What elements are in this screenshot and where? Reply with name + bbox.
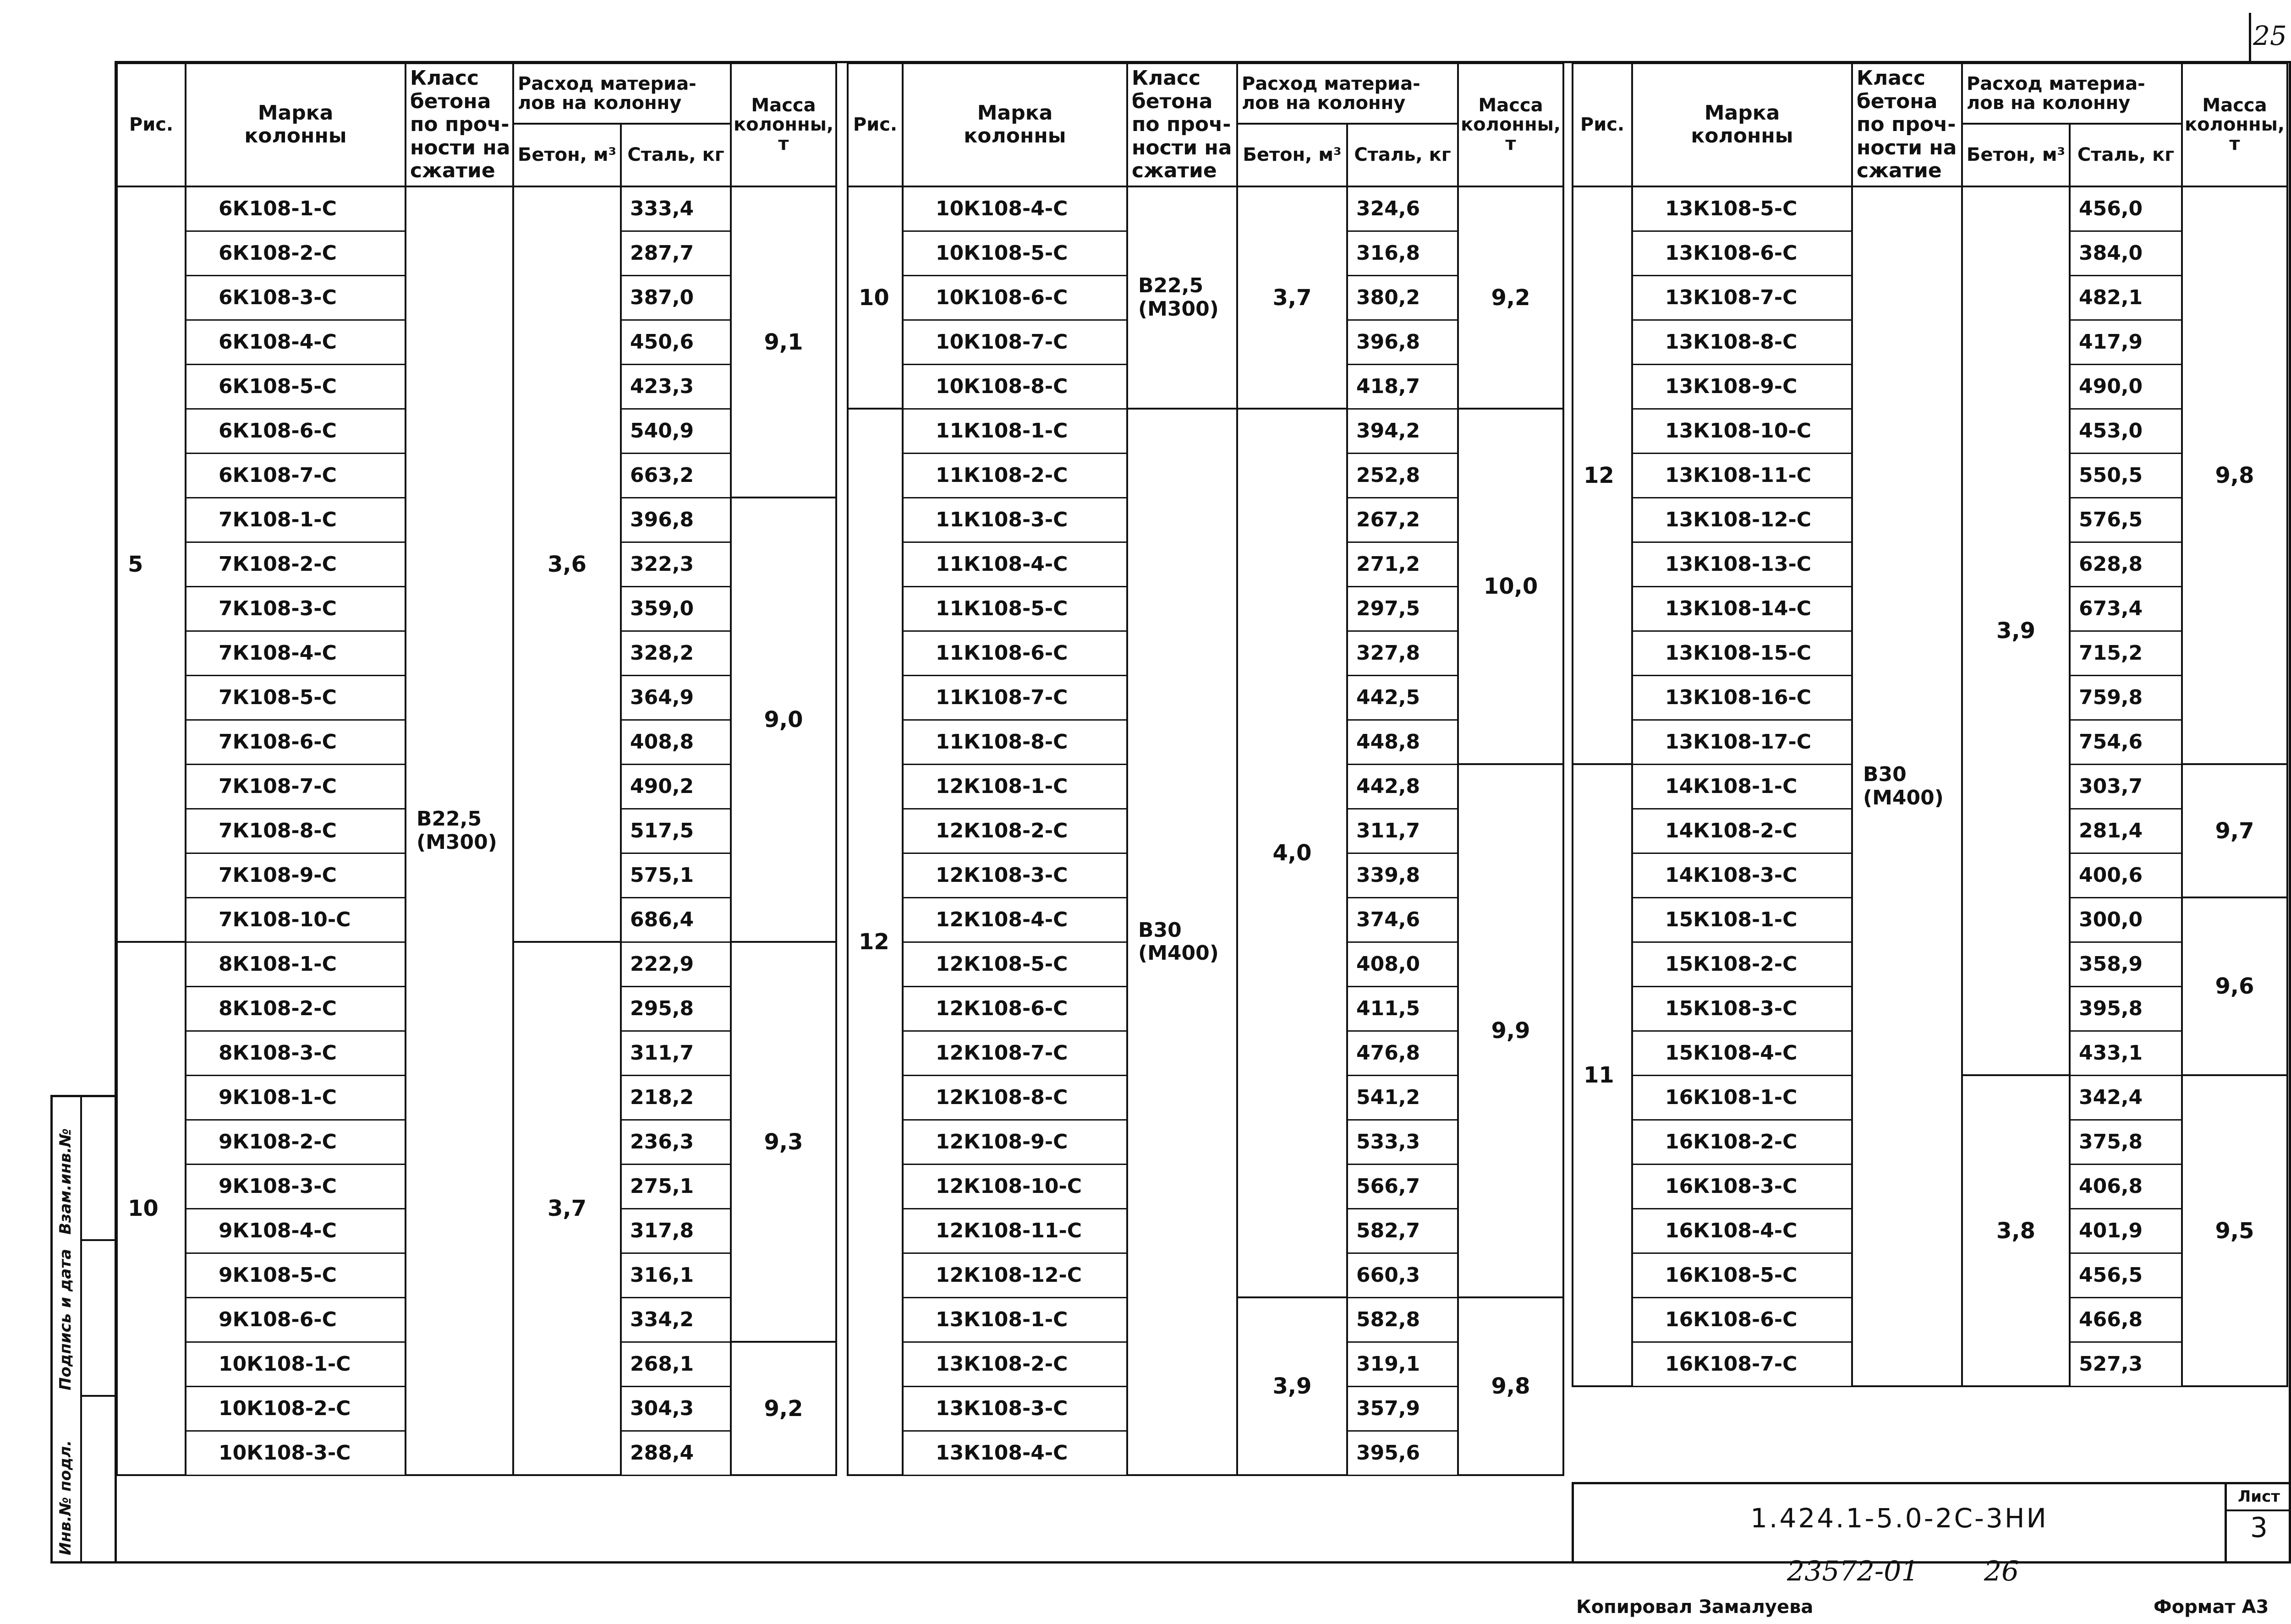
column-mark: 7К108-7-С (186, 764, 406, 809)
column-mark: 16К108-4-С (1632, 1208, 1852, 1253)
column-mark: 13К108-8-С (1632, 320, 1852, 364)
steel-consumption: 456,0 (2070, 186, 2182, 231)
header-concrete: Бетон, м³ (1962, 124, 2070, 186)
order-page: 26 (1984, 1555, 2019, 1587)
concrete-volume: 3,8 (1962, 1075, 2070, 1386)
header-class (1127, 63, 1237, 186)
column-mark: 11К108-8-С (903, 720, 1127, 764)
table-row (1573, 186, 2287, 231)
column-mass: 9,3 (731, 942, 836, 1342)
header-class-line4: ности на (1132, 136, 1232, 159)
column-mark: 12К108-8-С (903, 1075, 1127, 1120)
steel-consumption: 317,8 (621, 1208, 731, 1253)
column-mass: 9,9 (1458, 764, 1563, 1297)
concrete-class (1127, 186, 1237, 409)
steel-consumption: 533,3 (1347, 1120, 1458, 1164)
column-mark: 13К108-11-С (1632, 453, 1852, 498)
concrete-class-line: В30 (1138, 918, 1182, 942)
column-mark: 12К108-12-С (903, 1253, 1127, 1297)
steel-consumption: 287,7 (621, 231, 731, 275)
steel-consumption: 395,6 (1347, 1431, 1458, 1475)
concrete-class (1852, 186, 1962, 1387)
steel-consumption: 396,8 (621, 498, 731, 542)
steel-consumption: 490,0 (2070, 364, 2182, 409)
column-mark: 12К108-7-С (903, 1031, 1127, 1075)
table-row (848, 186, 1563, 231)
header-steel: Сталь, кг (1347, 124, 1458, 186)
figure-number: 10 (117, 942, 186, 1475)
strip-line (80, 1239, 117, 1241)
header-fig: Рис. (848, 63, 903, 186)
column-mark: 16К108-6-С (1632, 1297, 1852, 1342)
column-mark: 13К108-12-С (1632, 498, 1852, 542)
steel-consumption: 297,5 (1347, 586, 1458, 631)
steel-consumption: 628,8 (2070, 542, 2182, 586)
column-mark: 13К108-16-С (1632, 675, 1852, 720)
column-mass: 9,0 (731, 498, 836, 942)
column-mark: 6К108-2-С (186, 231, 406, 275)
steel-consumption: 303,7 (2070, 764, 2182, 809)
header-class-line4: ности на (410, 136, 510, 159)
column-mark: 6К108-5-С (186, 364, 406, 409)
steel-consumption: 319,1 (1347, 1342, 1458, 1386)
column-mark: 15К108-1-С (1632, 897, 1852, 942)
column-mark: 13К108-7-С (1632, 275, 1852, 320)
steel-consumption: 401,9 (2070, 1208, 2182, 1253)
header-concrete: Бетон, м³ (513, 124, 621, 186)
column-mark: 11К108-5-С (903, 586, 1127, 631)
header-mass: Масса колонны, т (731, 63, 836, 186)
column-mark: 13К108-6-С (1632, 231, 1852, 275)
steel-consumption: 408,8 (621, 720, 731, 764)
concrete-class-line: (М300) (417, 830, 497, 854)
header-material: Расход материа-лов на колонну (1237, 63, 1458, 124)
order-number: 23572-01 (1787, 1555, 1919, 1587)
steel-consumption: 374,6 (1347, 897, 1458, 942)
strip-divider (80, 1097, 82, 1561)
column-mark: 12К108-2-С (903, 809, 1127, 853)
steel-consumption: 482,1 (2070, 275, 2182, 320)
steel-consumption: 324,6 (1347, 186, 1458, 231)
column-mark: 14К108-3-С (1632, 853, 1852, 897)
steel-consumption: 358,9 (2070, 942, 2182, 986)
column-mark: 15К108-4-С (1632, 1031, 1852, 1075)
steel-consumption: 380,2 (1347, 275, 1458, 320)
column-mark: 7К108-5-С (186, 675, 406, 720)
steel-consumption: 566,7 (1347, 1164, 1458, 1208)
column-mark: 8К108-1-С (186, 942, 406, 986)
steel-consumption: 288,4 (621, 1431, 731, 1475)
column-mark: 14К108-2-С (1632, 809, 1852, 853)
header-material: Расход материа-лов на колонну (513, 63, 731, 124)
steel-consumption: 333,4 (621, 186, 731, 231)
figure-number: 10 (848, 186, 903, 409)
steel-consumption: 342,4 (2070, 1075, 2182, 1120)
columns-table-1 (116, 62, 837, 1476)
column-mark: 6К108-1-С (186, 186, 406, 231)
replaced-inventory-label: Взам.инв.№ (56, 1128, 75, 1235)
header-class-line2: бетона (410, 89, 491, 113)
steel-consumption: 754,6 (2070, 720, 2182, 764)
steel-consumption: 663,2 (621, 453, 731, 498)
steel-consumption: 222,9 (621, 942, 731, 986)
concrete-class-line: В22,5 (1138, 274, 1204, 298)
header-mark-line2: колонны (1691, 124, 1793, 148)
steel-consumption: 406,8 (2070, 1164, 2182, 1208)
steel-consumption: 334,2 (621, 1297, 731, 1342)
signature-date-label: Подпись и дата (56, 1249, 75, 1390)
columns-table-3 (1572, 62, 2288, 1387)
steel-consumption: 396,8 (1347, 320, 1458, 364)
column-mark: 9К108-3-С (186, 1164, 406, 1208)
header-mark (1632, 63, 1852, 186)
column-mark: 13К108-1-С (903, 1297, 1127, 1342)
steel-consumption: 311,7 (1347, 809, 1458, 853)
steel-consumption: 759,8 (2070, 675, 2182, 720)
column-mark: 9К108-5-С (186, 1253, 406, 1297)
steel-consumption: 686,4 (621, 897, 731, 942)
header-concrete: Бетон, м³ (1237, 124, 1347, 186)
column-mark: 7К108-1-С (186, 498, 406, 542)
column-mark: 6К108-4-С (186, 320, 406, 364)
column-mark: 11К108-6-С (903, 631, 1127, 675)
header-class-line3: по проч- (1857, 113, 1956, 137)
column-mass: 9,8 (2182, 186, 2287, 765)
steel-consumption: 364,9 (621, 675, 731, 720)
column-mark: 10К108-8-С (903, 364, 1127, 409)
column-mark: 14К108-1-С (1632, 764, 1852, 809)
steel-consumption: 328,2 (621, 631, 731, 675)
column-mark: 13К108-17-С (1632, 720, 1852, 764)
column-mark: 11К108-3-С (903, 498, 1127, 542)
steel-consumption: 423,3 (621, 364, 731, 409)
column-mark: 10К108-4-С (903, 186, 1127, 231)
column-mark: 7К108-6-С (186, 720, 406, 764)
header-class-line2: бетона (1857, 89, 1938, 113)
columns-table-2 (847, 62, 1564, 1476)
header-class-line1: Класс (1857, 66, 1926, 90)
steel-consumption: 448,8 (1347, 720, 1458, 764)
column-mark: 7К108-8-С (186, 809, 406, 853)
column-mark: 12К108-4-С (903, 897, 1127, 942)
concrete-class-line: (М300) (1138, 297, 1219, 321)
column-mark: 9К108-2-С (186, 1120, 406, 1164)
column-mass: 9,2 (1458, 186, 1563, 409)
column-mark: 12К108-11-С (903, 1208, 1127, 1253)
concrete-volume: 3,6 (513, 186, 621, 942)
steel-consumption: 268,1 (621, 1342, 731, 1386)
steel-consumption: 267,2 (1347, 498, 1458, 542)
steel-consumption: 300,0 (2070, 897, 2182, 942)
column-mass: 9,7 (2182, 764, 2287, 897)
column-mark: 10К108-2-С (186, 1386, 406, 1431)
column-mark: 12К108-3-С (903, 853, 1127, 897)
column-mass: 9,8 (1458, 1297, 1563, 1475)
strip-line (80, 1395, 117, 1397)
header-class-line5: сжатие (1132, 159, 1217, 183)
column-mark: 7К108-4-С (186, 631, 406, 675)
header-class-line1: Класс (410, 66, 479, 90)
steel-consumption: 357,9 (1347, 1386, 1458, 1431)
steel-consumption: 433,1 (2070, 1031, 2182, 1075)
concrete-volume: 3,9 (1237, 1297, 1347, 1475)
steel-consumption: 517,5 (621, 809, 731, 853)
column-mark: 10К108-7-С (903, 320, 1127, 364)
column-mark: 11К108-4-С (903, 542, 1127, 586)
column-mark: 11К108-7-С (903, 675, 1127, 720)
column-mark: 16К108-7-С (1632, 1342, 1852, 1386)
steel-consumption: 218,2 (621, 1075, 731, 1120)
document-code: 1.424.1-5.0-2С-3НИ (1750, 1503, 2048, 1534)
column-mark: 13К108-5-С (1632, 186, 1852, 231)
concrete-volume: 4,0 (1237, 409, 1347, 1297)
column-mark: 13К108-14-С (1632, 586, 1852, 631)
header-mark (903, 63, 1127, 186)
steel-consumption: 400,6 (2070, 853, 2182, 897)
figure-number: 5 (117, 186, 186, 942)
steel-consumption: 271,2 (1347, 542, 1458, 586)
steel-consumption: 417,9 (2070, 320, 2182, 364)
steel-consumption: 576,5 (2070, 498, 2182, 542)
column-mass: 10,0 (1458, 409, 1563, 764)
column-mark: 16К108-2-С (1632, 1120, 1852, 1164)
column-mark: 13К108-4-С (903, 1431, 1127, 1475)
steel-consumption: 252,8 (1347, 453, 1458, 498)
steel-consumption: 541,2 (1347, 1075, 1458, 1120)
steel-consumption: 295,8 (621, 986, 731, 1031)
concrete-class-line: (М400) (1138, 941, 1219, 965)
column-mass: 9,1 (731, 186, 836, 498)
column-mass: 9,5 (2182, 1075, 2287, 1386)
header-fig: Рис. (1573, 63, 1632, 186)
column-mark: 8К108-2-С (186, 986, 406, 1031)
steel-consumption: 575,1 (621, 853, 731, 897)
steel-consumption: 582,8 (1347, 1297, 1458, 1342)
column-mark: 7К108-3-С (186, 586, 406, 631)
steel-consumption: 395,8 (2070, 986, 2182, 1031)
column-mark: 6К108-6-С (186, 409, 406, 453)
steel-consumption: 673,4 (2070, 586, 2182, 631)
figure-number: 12 (848, 409, 903, 1475)
figure-number: 12 (1573, 186, 1632, 765)
sheet-label: Лист (2227, 1484, 2291, 1511)
column-mark: 8К108-3-С (186, 1031, 406, 1075)
header-class (406, 63, 513, 186)
column-mark: 13К108-13-С (1632, 542, 1852, 586)
header-mark (186, 63, 406, 186)
concrete-class (1127, 409, 1237, 1475)
column-mark: 11К108-2-С (903, 453, 1127, 498)
steel-consumption: 311,7 (621, 1031, 731, 1075)
column-mark: 13К108-2-С (903, 1342, 1127, 1386)
header-mark-line1: Марка (1704, 101, 1780, 125)
concrete-volume: 3,9 (1962, 186, 2070, 1076)
column-mark: 13К108-15-С (1632, 631, 1852, 675)
column-mass: 9,2 (731, 1342, 836, 1475)
concrete-class (406, 186, 513, 1476)
column-mark: 9К108-6-С (186, 1297, 406, 1342)
header-mark-line2: колонны (244, 124, 347, 148)
column-mark: 16К108-3-С (1632, 1164, 1852, 1208)
column-mark: 16К108-1-С (1632, 1075, 1852, 1120)
column-mark: 11К108-1-С (903, 409, 1127, 453)
steel-consumption: 394,2 (1347, 409, 1458, 453)
column-mark: 12К108-9-С (903, 1120, 1127, 1164)
concrete-class-line: (М400) (1863, 786, 1944, 809)
column-mark: 13К108-10-С (1632, 409, 1852, 453)
column-mark: 15К108-2-С (1632, 942, 1852, 986)
steel-consumption: 442,5 (1347, 675, 1458, 720)
steel-consumption: 453,0 (2070, 409, 2182, 453)
steel-consumption: 304,3 (621, 1386, 731, 1431)
column-mark: 9К108-4-С (186, 1208, 406, 1253)
steel-consumption: 527,3 (2070, 1342, 2182, 1386)
column-mark: 12К108-5-С (903, 942, 1127, 986)
steel-consumption: 466,8 (2070, 1297, 2182, 1342)
header-steel: Сталь, кг (621, 124, 731, 186)
paper-format: Формат А3 (2154, 1597, 2269, 1618)
steel-consumption: 456,5 (2070, 1253, 2182, 1297)
column-mark: 12К108-1-С (903, 764, 1127, 809)
steel-consumption: 236,3 (621, 1120, 731, 1164)
column-mark: 7К108-10-С (186, 897, 406, 942)
column-mark: 6К108-7-С (186, 453, 406, 498)
header-class-line3: по проч- (1132, 113, 1231, 137)
header-class-line5: сжатие (1857, 159, 1942, 183)
steel-consumption: 375,8 (2070, 1120, 2182, 1164)
column-mark: 10К108-3-С (186, 1431, 406, 1475)
header-fig: Рис. (117, 63, 186, 186)
header-mass: Масса колонны, т (2182, 63, 2287, 186)
steel-consumption: 582,7 (1347, 1208, 1458, 1253)
steel-consumption: 322,3 (621, 542, 731, 586)
concrete-volume: 3,7 (513, 942, 621, 1475)
header-class-line3: по проч- (410, 113, 510, 137)
copied-by: Копировал Замалуева (1576, 1597, 1814, 1618)
header-material: Расход материа-лов на колонну (1962, 63, 2182, 124)
steel-consumption: 442,8 (1347, 764, 1458, 809)
steel-consumption: 540,9 (621, 409, 731, 453)
steel-consumption: 281,4 (2070, 809, 2182, 853)
steel-consumption: 316,8 (1347, 231, 1458, 275)
table-row (117, 186, 836, 231)
header-mark-line1: Марка (258, 101, 334, 125)
concrete-volume: 3,7 (1237, 186, 1347, 409)
header-mass: Масса колонны, т (1458, 63, 1563, 186)
column-mark: 10К108-5-С (903, 231, 1127, 275)
page-number: 25 (2249, 13, 2289, 63)
header-class-line1: Класс (1132, 66, 1201, 90)
column-mark: 13К108-9-С (1632, 364, 1852, 409)
sheet-number: 3 (2250, 1512, 2268, 1544)
table-row (848, 409, 1563, 453)
steel-consumption: 476,8 (1347, 1031, 1458, 1075)
column-mark: 13К108-3-С (903, 1386, 1127, 1431)
steel-consumption: 418,7 (1347, 364, 1458, 409)
inventory-number-label: Инв.№ подл. (56, 1440, 75, 1555)
steel-consumption: 359,0 (621, 586, 731, 631)
column-mark: 9К108-1-С (186, 1075, 406, 1120)
steel-consumption: 384,0 (2070, 231, 2182, 275)
steel-consumption: 660,3 (1347, 1253, 1458, 1297)
steel-consumption: 450,6 (621, 320, 731, 364)
steel-consumption: 387,0 (621, 275, 731, 320)
column-mass: 9,6 (2182, 897, 2287, 1075)
steel-consumption: 327,8 (1347, 631, 1458, 675)
header-class (1852, 63, 1962, 186)
steel-consumption: 408,0 (1347, 942, 1458, 986)
column-mark: 6К108-3-С (186, 275, 406, 320)
column-mark: 16К108-5-С (1632, 1253, 1852, 1297)
header-steel: Сталь, кг (2070, 124, 2182, 186)
steel-consumption: 715,2 (2070, 631, 2182, 675)
header-class-line5: сжатие (410, 159, 495, 183)
column-mark: 15К108-3-С (1632, 986, 1852, 1031)
column-mark: 12К108-10-С (903, 1164, 1127, 1208)
steel-consumption: 550,5 (2070, 453, 2182, 498)
sheet-cell (2225, 1484, 2291, 1561)
column-mark: 12К108-6-С (903, 986, 1127, 1031)
header-mark-line1: Марка (977, 101, 1053, 125)
header-class-line2: бетона (1132, 89, 1213, 113)
steel-consumption: 339,8 (1347, 853, 1458, 897)
steel-consumption: 316,1 (621, 1253, 731, 1297)
header-class-line4: ности на (1857, 136, 1957, 159)
steel-consumption: 411,5 (1347, 986, 1458, 1031)
binding-strip (50, 1095, 117, 1564)
concrete-class-line: В22,5 (417, 807, 482, 831)
column-mark: 10К108-1-С (186, 1342, 406, 1386)
steel-consumption: 490,2 (621, 764, 731, 809)
header-mark-line2: колонны (964, 124, 1066, 148)
steel-consumption: 275,1 (621, 1164, 731, 1208)
concrete-class-line: В30 (1863, 763, 1907, 787)
figure-number: 11 (1573, 764, 1632, 1386)
column-mark: 7К108-9-С (186, 853, 406, 897)
title-block (1572, 1482, 2289, 1561)
column-mark: 10К108-6-С (903, 275, 1127, 320)
column-mark: 7К108-2-С (186, 542, 406, 586)
